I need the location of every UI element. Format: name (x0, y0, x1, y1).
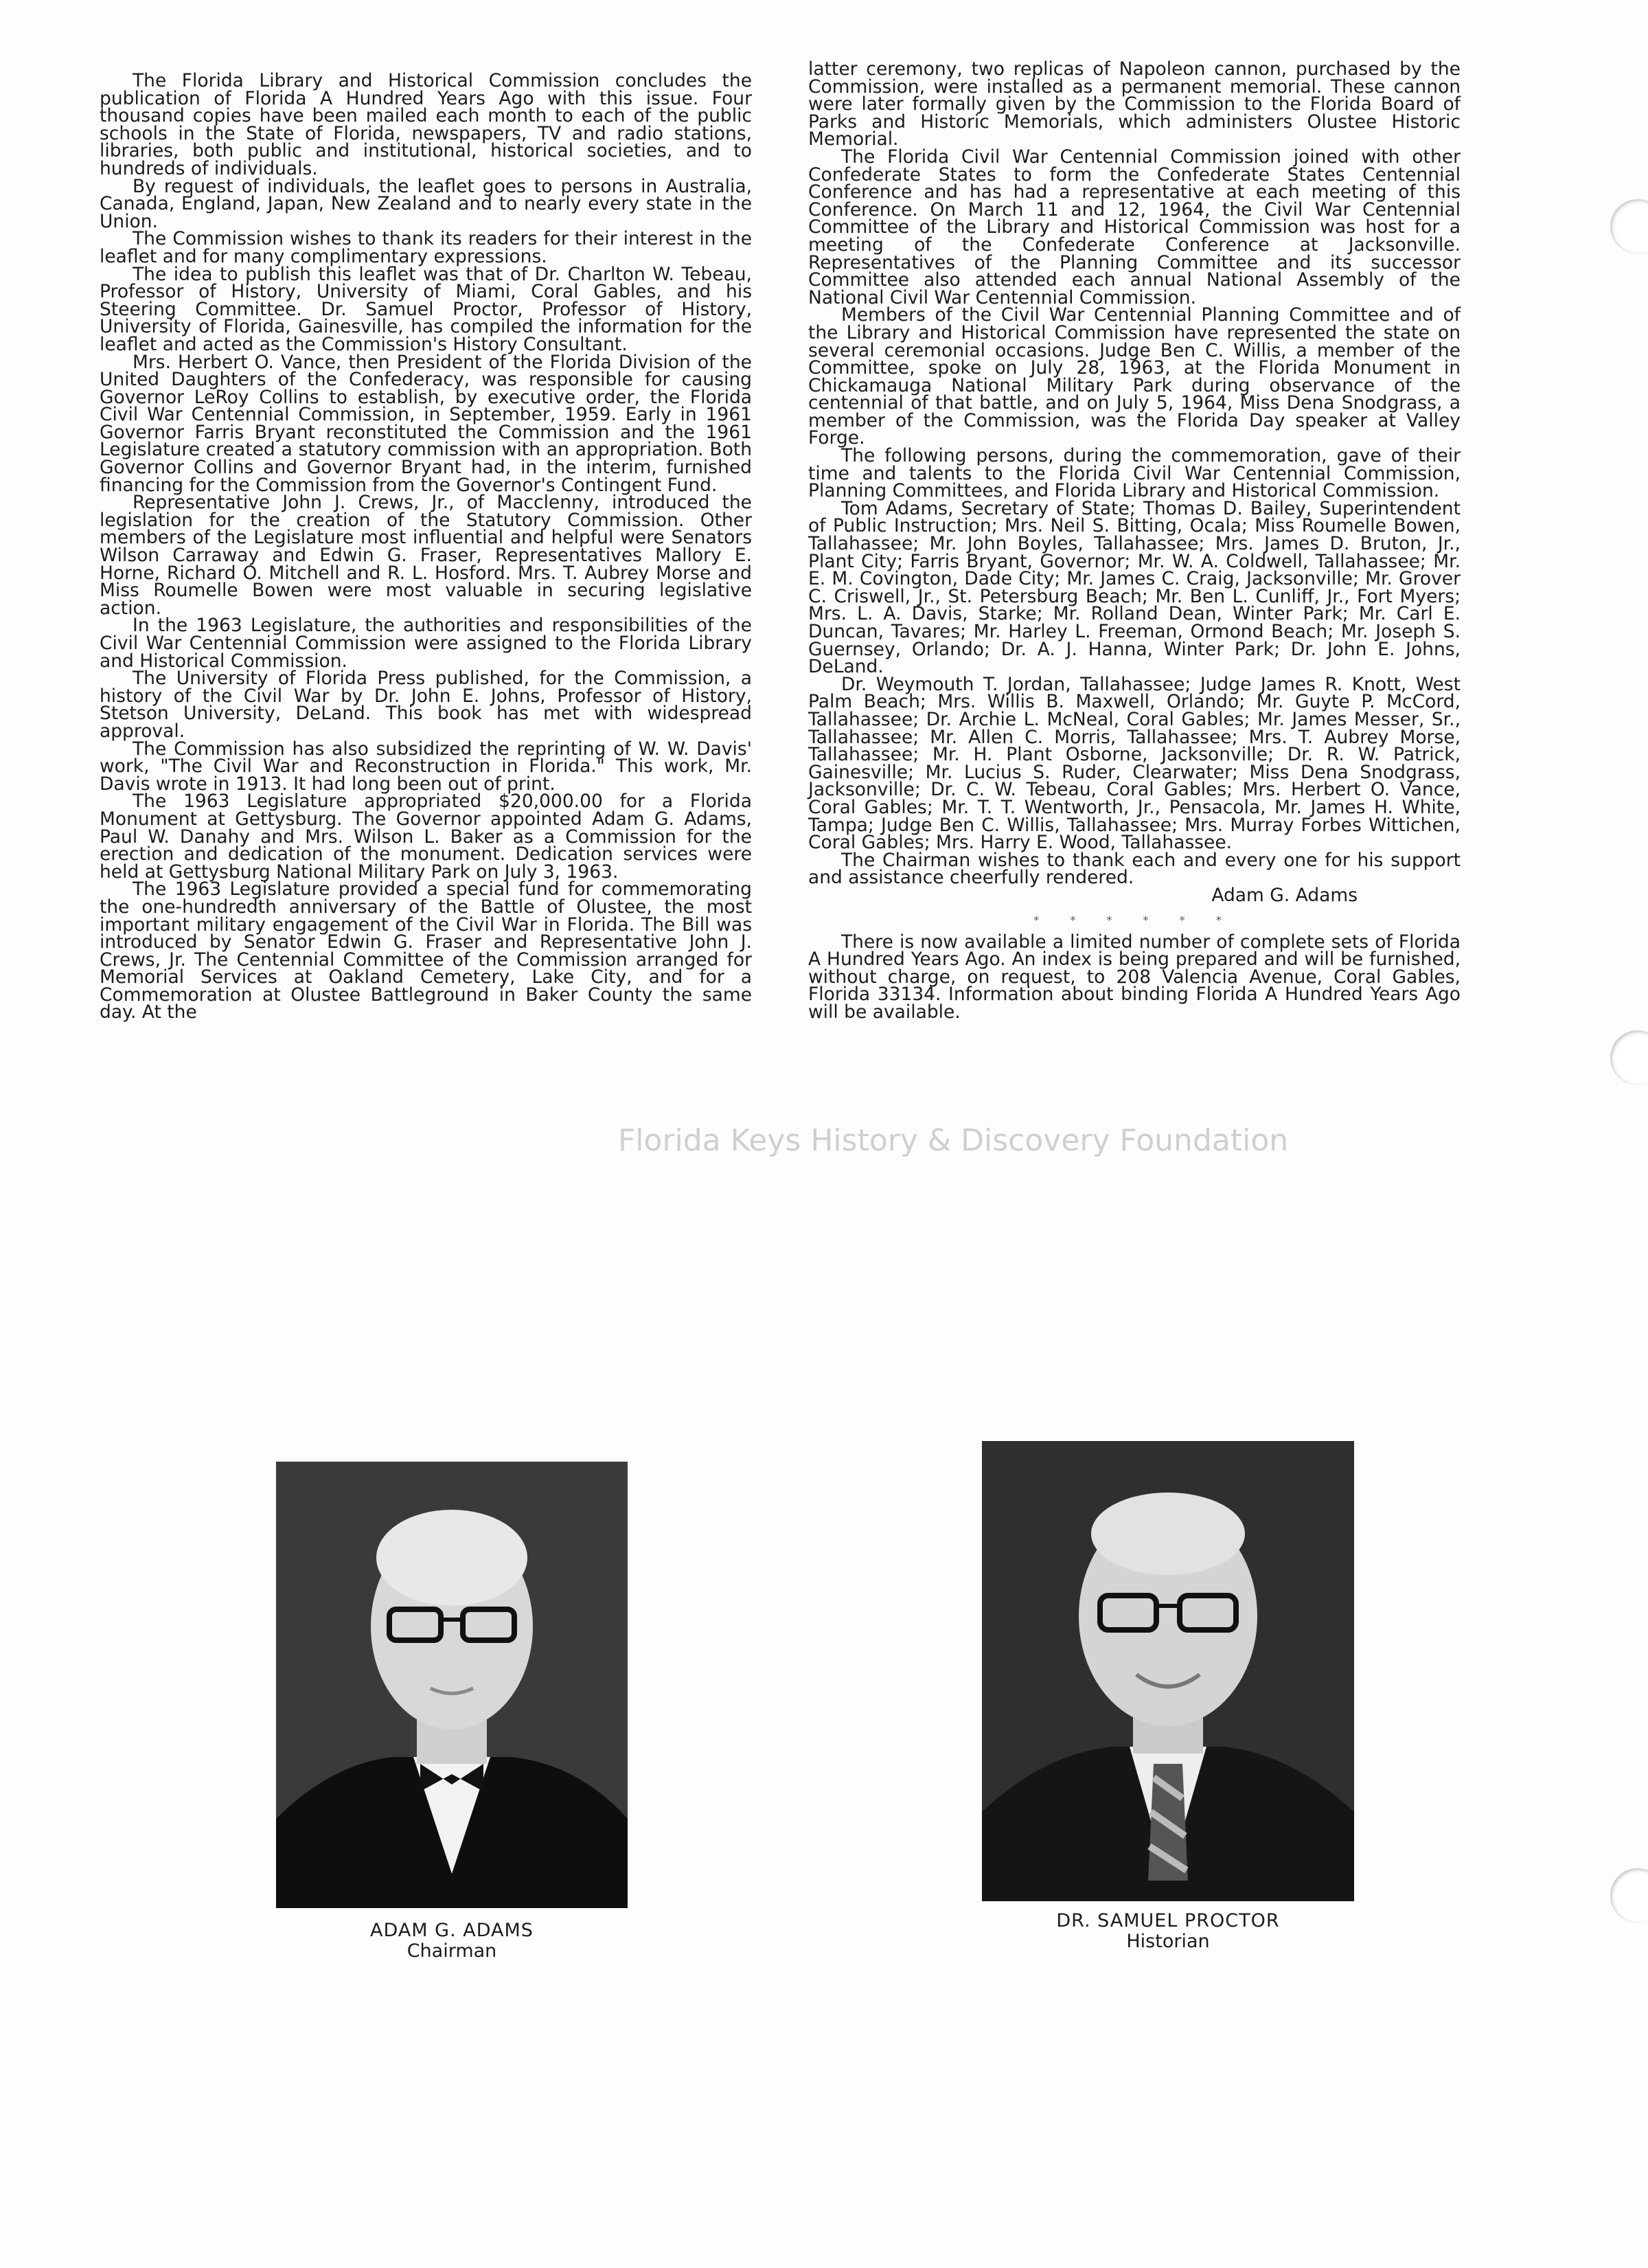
paragraph: The Commission wishes to thank its readers for their interest in the leaflet and for many complimentary expressions. (100, 228, 752, 267)
paragraph: Mrs. Herbert O. Vance, then President of the Florida Division of the United Daughters of the Confederacy, was responsible for causing Governor LeRoy Collins to establish, by executive order, the Florida Civil War Centennial Commission, in September, 1959. Early in 1961 Governor Farris Bryant reconstituted the Commission and the 1961 Legislature created a statutory commission with an appropriation. Both Governor Collins and Governor Bryant had, in the interim, furnished financing for the Commission from the Governor's Contingent Fund. (100, 351, 752, 496)
portrait-role: Historian (1126, 1931, 1210, 1952)
availability-notice: There is now available a limited number of complete sets of Florida A Hundred Years Ago. An index is being prepared and will be furnished, without charge, on request, to 208 Valencia Avenue, Coral Gables, Florida 33134. Information about binding Florida A Hundred Years Ago will be available. (808, 931, 1461, 1023)
portrait-adams (276, 1462, 628, 1908)
caption-adams (276, 1920, 628, 1962)
paragraph: Representative John J. Crews, Jr., of Macclenny, introduced the legislation for the creation of the Statutory Commission. Other members of the Legislature most influential and helpful were Senators Wilson Carraway and Edwin G. Fraser, Representatives Mallory E. Horne, Richard O. Mitchell and R. L. Hosford. Mrs. T. Aubrey Morse and Miss Roumelle Bowen were most valuable in securing legislative action. (100, 492, 752, 619)
left-column (100, 72, 752, 1021)
paragraph: The University of Florida Press published, for the Commission, a history of the Civil War by Dr. John E. Johns, Professor of History, Stetson University, DeLand. This book has met with widespread approval. (100, 668, 752, 742)
binder-hole (1610, 1030, 1648, 1085)
paragraph: The Chairman wishes to thank each and every one for his support and assistance cheerfully rendered. (808, 849, 1461, 889)
watermark: Florida Keys History & Discovery Foundation (618, 1123, 1289, 1158)
paragraph: Tom Adams, Secretary of State; Thomas D. Bailey, Superintendent of Public Instruction; Mrs. Neil S. Bitting, Ocala; Miss Roumelle Bowen, Tallahassee; Mr. John Boyles, Tallahassee; Mrs. James D. Bruton, Jr., Plant City; Farris Bryant, Governor; Mr. W. A. Coldwell, Tallahassee; Mr. E. M. Covington, Dade City; Mr. James C. Craig, Jacksonville; Mr. Grover C. Criswell, Jr., St. Petersburg Beach; Mr. Ben L. Cunliff, Jr., Fort Myers; Mrs. L. A. Davis, Starke; Mr. Rolland Dean, Winter Park; Mr. Carl E. Duncan, Tavares; Mr. Harley L. Freeman, Ormond Beach; Mr. Joseph S. Guernsey, Orlando; Dr. A. J. Hanna, Winter Park; Dr. John E. Johns, DeLand. (808, 497, 1461, 678)
portrait-role: Chairman (407, 1940, 497, 1962)
paragraph: The 1963 Legislature provided a special fund for commemorating the one-hundredth anniversary of the Battle of Olustee, the most important military engagement of the Civil War in Florida. The Bill was introduced by Senator Edwin G. Fraser and Representative John J. Crews, Jr. The Centennial Committee of the Commission arranged for Memorial Services at Oakland Cemetery, Lake City, and for a Commemoration at Olustee Battleground in Baker County the same day. At the (100, 878, 752, 1023)
caption-proctor (982, 1911, 1354, 1952)
paragraph: The following persons, during the commemoration, gave of their time and talents to the Florida Civil War Centennial Commission, Planning Committees, and Florida Library and Historical Commission. (808, 445, 1461, 502)
paragraph-continued: latter ceremony, two replicas of Napoleon cannon, purchased by the Commission, were installed as a permanent memorial. These cannon were later formally given by the Commission to the Florida Board of Parks and Historic Memorials, which administers Olustee Historic Memorial. (808, 58, 1461, 150)
paragraph: The Florida Civil War Centennial Commission joined with other Confederate States to form the Confederate States Centennial Conference and has had a representative at each meeting of this Conference. On March 11 and 12, 1964, the Civil War Centennial Committee of the Library and Historical Commission was host for a meeting of the Confederate Conference at Jacksonville. Representatives of the Planning Committee and its successor Committee also attended each annual National Assembly of the National Civil War Centennial Commission. (808, 146, 1461, 308)
separator-stars: * * * * * * (1033, 913, 1235, 927)
paragraph: Dr. Weymouth T. Jordan, Tallahassee; Judge James R. Knott, West Palm Beach; Mrs. Willis B. Maxwell, Orlando; Mr. Guyte P. McCord, Tallahassee; Dr. Archie L. McNeal, Coral Gables; Mr. James Messer, Sr., Tallahassee; Mr. Allen C. Morris, Tallahassee; Mrs. T. Aubrey Morse, Tallahassee; Mr. H. Plant Osborne, Jacksonville; Dr. R. W. Patrick, Gainesville; Mr. Lucius S. Ruder, Clearwater; Miss Dena Snodgrass, Jacksonville; Dr. C. W. Tebeau, Coral Gables; Mrs. Herbert O. Vance, Coral Gables; Mr. T. T. Wentworth, Jr., Pensacola, Mr. James H. White, Tampa; Judge Ben C. Willis, Tallahassee; Mrs. Murray Forbes Wittichen, Coral Gables; Mrs. Harry E. Wood, Tallahassee. (808, 673, 1461, 854)
signature: Adam G. Adams (1211, 884, 1358, 906)
right-column (808, 60, 1461, 1021)
paragraph: The Commission has also subsidized the reprinting of W. W. Davis' work, "The Civil War and Reconstruction in Florida." This work, Mr. Davis wrote in 1913. It had long been out of print. (100, 738, 752, 795)
binder-hole (1610, 1868, 1648, 1923)
paragraph: The idea to publish this leaflet was that of Dr. Charlton W. Tebeau, Professor of History, University of Miami, Coral Gables, and his Steering Committee. Dr. Samuel Proctor, Professor of History, University of Florida, Gainesville, has compiled the information for the leaflet and acted as the Commission's History Consultant. (100, 263, 752, 355)
paragraph: The 1963 Legislature appropriated $20,000.00 for a Florida Monument at Gettysburg. The Governor appointed Adam G. Adams, Paul W. Danahy and Mrs. Wilson L. Baker as a Commission for the erection and dedication of the monument. Dedication services were held at Gettysburg National Military Park on July 3, 1963. (100, 791, 752, 883)
binder-hole (1610, 199, 1648, 254)
portrait-name: ADAM G. ADAMS (370, 1920, 534, 1941)
paragraph: Members of the Civil War Centennial Planning Committee and of the Library and Historical Commission have represented the state on several ceremonial occasions. Judge Ben C. Willis, a member of the Committee, spoke on July 28, 1963, at the Florida Monument in Chickamauga National Military Park during observance of the centennial of that battle, and on July 5, 1964, Miss Dena Snodgrass, a member of the Commission, was the Florida Day speaker at Valley Forge. (808, 304, 1461, 449)
paragraph: By request of individuals, the leaflet goes to persons in Australia, Canada, England, Japan, New Zealand and to nearly every state in the Union. (100, 175, 752, 232)
paragraph: In the 1963 Legislature, the authorities and responsibilities of the Civil War Centennial Commission were assigned to the Florida Library and Historical Commission. (100, 615, 752, 672)
portrait-proctor (982, 1441, 1354, 1901)
paragraph: The Florida Library and Historical Commission concludes the publication of Florida A Hundred Years Ago with this issue. Four thousand copies have been mailed each month to each of the public schools in the State of Florida, newspapers, TV and radio stations, libraries, both public and institutional, historical societies, and to hundreds of individuals. (100, 70, 752, 179)
portrait-name: DR. SAMUEL PROCTOR (1056, 1910, 1280, 1931)
